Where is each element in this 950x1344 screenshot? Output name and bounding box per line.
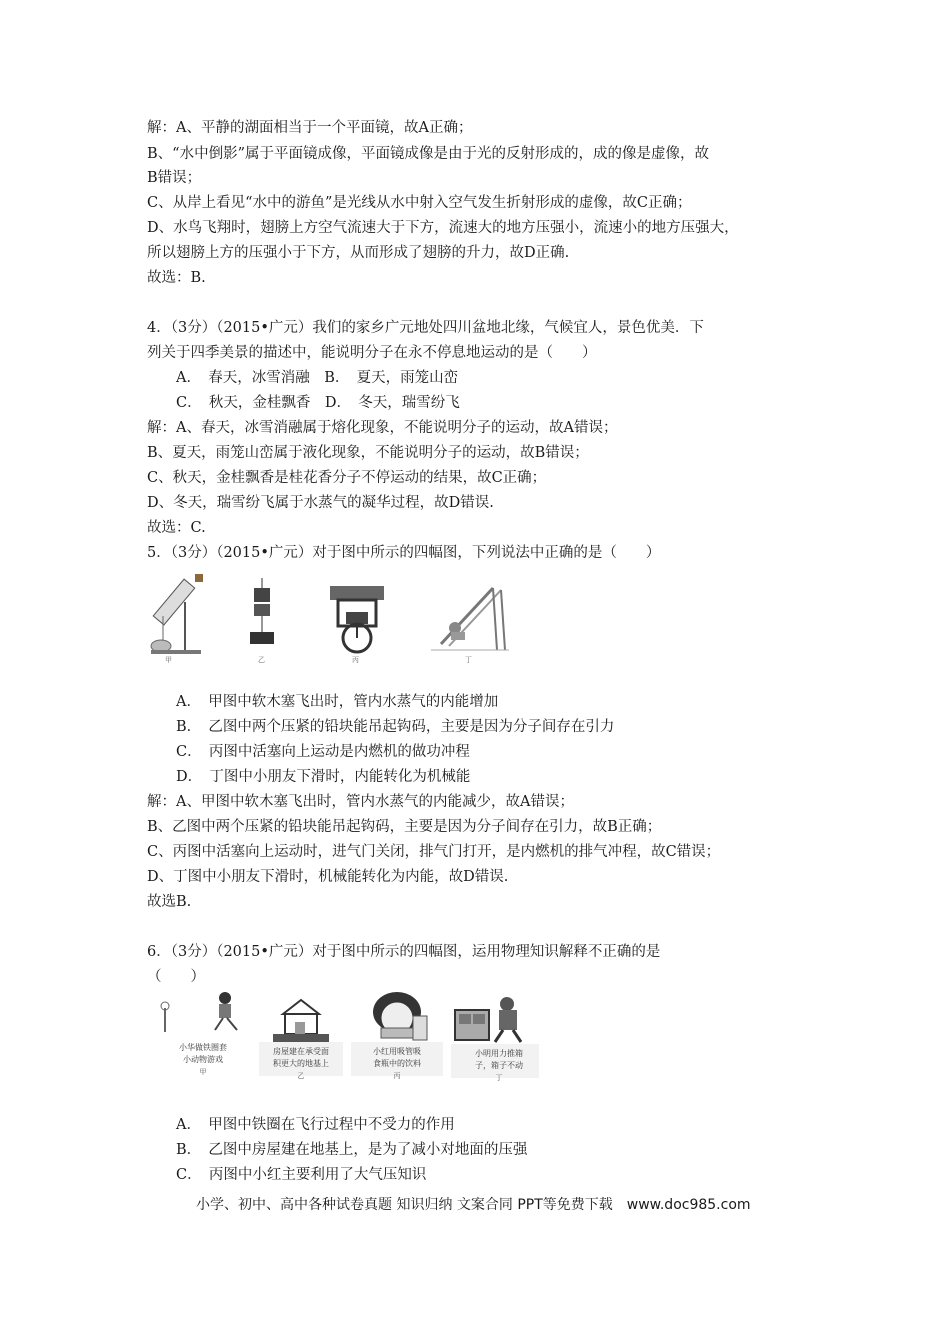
figure-label: 丙 — [352, 656, 359, 664]
option-line: B． 乙图中房屋建在地基上，是为了减小对地面的压强 — [176, 1142, 528, 1158]
figure-label: 甲 — [165, 656, 172, 664]
solution-line: D、水鸟飞翔时，翅膀上方空气流速大于下方，流速大的地方压强小，流速小的地方压强大， — [147, 220, 739, 236]
solution-line: B、夏天，雨笼山峦属于液化现象，不能说明分子的运动，故B错误； — [147, 445, 589, 461]
figure-label: 丙 — [393, 1072, 401, 1080]
solution-line: B、乙图中两个压紧的铅块能吊起钩码，主要是因为分子间存在引力，故B正确； — [147, 819, 662, 835]
solution-line: 解：A、春天，冰雪消融属于熔化现象，不能说明分子的运动，故A错误； — [147, 420, 618, 436]
solution-line: D、丁图中小朋友下滑时，机械能转化为内能，故D错误. — [147, 869, 509, 885]
footer-text: 小学、初中、高中各种试卷真题 知识归纳 文案合同 PPT等免费下载 www.doc985.com — [196, 1197, 751, 1213]
figure-caption: 房屋建在承受面 — [273, 1047, 329, 1056]
option-line: A． 甲图中铁圈在飞行过程中不受力的作用 — [176, 1117, 455, 1133]
solution-line: 所以翅膀上方的压强小于下方，从而形成了翅膀的升力，故D正确. — [147, 245, 570, 261]
solution-line: C、秋天，金桂飘香是桂花香分子不停运动的结果，故C正确； — [147, 470, 547, 486]
solution-line: C、丙图中活塞向上运动时，进气门关闭，排气门打开，是内燃机的排气冲程，故C错误； — [147, 844, 721, 860]
figure-caption: 小明用力推箱 — [475, 1049, 523, 1058]
question-stem: （ ） — [147, 969, 205, 985]
option-line: C． 秋天，金桂飘香 D． 冬天，瑞雪纷飞 — [176, 395, 460, 411]
solution-line: C、从岸上看见“水中的游鱼”是光线从水中射入空气发生折射形成的虚像，故C正确； — [147, 195, 692, 211]
solution-line: 故选：C. — [147, 520, 206, 536]
figure-ding — [451, 992, 539, 1082]
solution-line: B错误； — [147, 170, 202, 186]
figure-yi — [242, 578, 282, 664]
figure-label: 甲 — [199, 1068, 207, 1076]
option-line: B． 乙图中两个压紧的铅块能吊起钩码，主要是因为分子间存在引力 — [176, 719, 615, 735]
figure-caption: 子，箱子不动 — [475, 1061, 523, 1070]
solution-line: B、“水中倒影”属于平面镜成像，平面镜成像是由于光的反射形成的，成的像是虚像，故 — [147, 146, 709, 162]
figure-label: 乙 — [258, 656, 265, 664]
solution-line: D、冬天，瑞雪纷飞属于水蒸气的凝华过程，故D错误. — [147, 495, 494, 511]
figure-caption: 食瓶中的饮料 — [373, 1059, 421, 1068]
question-stem: 列关于四季美景的描述中，能说明分子在永不停息地运动的是（ ） — [147, 345, 597, 361]
solution-line: 故选B. — [147, 894, 192, 910]
figure-bing — [322, 578, 392, 664]
figure-ding — [431, 580, 509, 664]
figure-bing — [351, 990, 443, 1082]
figure-caption: 积更大的地基上 — [273, 1059, 329, 1068]
question-stem: 5．（3分）（2015•广元）对于图中所示的四幅图，下列说法中正确的是（ ） — [147, 545, 661, 561]
question-stem: 6．（3分）（2015•广元）对于图中所示的四幅图，运用物理知识解释不正确的是 — [147, 944, 661, 960]
figure-label: 丁 — [495, 1074, 503, 1082]
option-line: A． 春天，冰雪消融 B． 夏天，雨笼山峦 — [176, 370, 459, 386]
option-line: C． 丙图中活塞向上运动是内燃机的做功冲程 — [176, 744, 470, 760]
solution-line: 解：A、甲图中软木塞飞出时，管内水蒸气的内能减少，故A错误； — [147, 794, 574, 810]
figure-caption: 小动物游戏 — [183, 1055, 223, 1064]
figure-caption: 小红用吸管吸 — [373, 1047, 421, 1056]
solution-line: 故选：B. — [147, 270, 206, 286]
figure-caption: 小华做铁圈套 — [179, 1043, 227, 1052]
figure-label: 乙 — [297, 1072, 305, 1080]
option-line: C． 丙图中小红主要利用了大气压知识 — [176, 1167, 427, 1183]
option-line: A． 甲图中软木塞飞出时，管内水蒸气的内能增加 — [176, 694, 499, 710]
option-line: D． 丁图中小朋友下滑时，内能转化为机械能 — [176, 769, 471, 785]
question-stem: 4．（3分）（2015•广元）我们的家乡广元地处四川盆地北缘，气候宜人，景色优美．下 — [147, 320, 704, 336]
figure-jia — [153, 990, 253, 1082]
figure-yi — [259, 996, 343, 1082]
solution-line: 解：A、平静的湖面相当于一个平面镜，故A正确； — [147, 120, 473, 136]
figure-jia — [147, 572, 217, 664]
figure-label: 丁 — [465, 656, 472, 664]
